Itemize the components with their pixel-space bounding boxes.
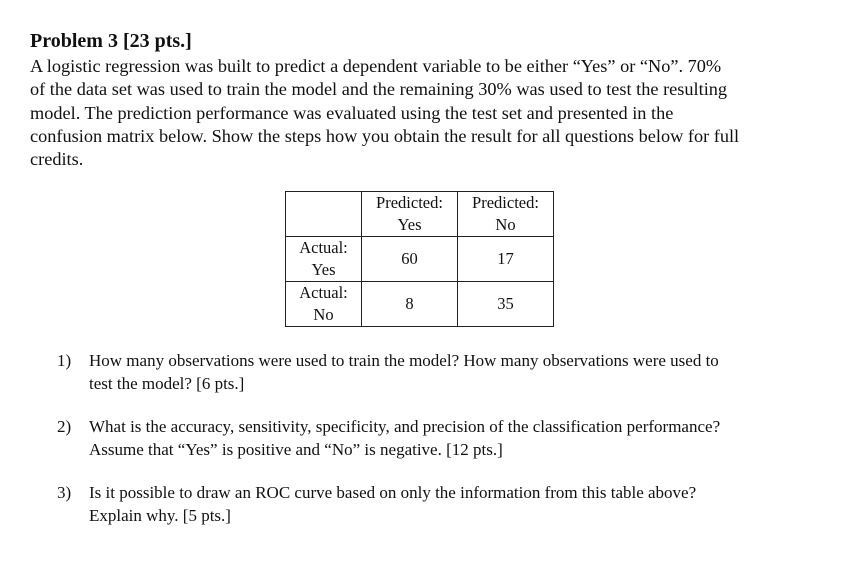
intro-line: of the data set was used to train the model and the remaining 30% was used to test the resulting <box>30 79 728 100</box>
empty-corner-cell <box>286 192 362 237</box>
question-text: Is it possible to draw an ROC curve based on only the information from this table above? Explain why. [5 pts.] <box>89 483 697 525</box>
table-header-row <box>286 192 554 237</box>
confusion-matrix-table <box>285 191 554 327</box>
cell-false-positive: 8 <box>362 282 458 327</box>
intro-line: model. The prediction performance was evaluated using the test set and presented in the <box>30 102 674 123</box>
header-predicted-no: Predicted: No <box>458 192 554 237</box>
table-row-actual-no <box>286 282 554 327</box>
question-number: 3) <box>57 483 72 502</box>
question-number: 1) <box>57 351 72 370</box>
cell-true-positive: 60 <box>362 237 458 282</box>
intro-line: confusion matrix below. Show the steps how you obtain the result for all questions below for full <box>30 125 740 146</box>
question-number: 2) <box>57 417 72 436</box>
question-text: How many observations were used to train the model? How many observations were used to test the model? [6 pts.] <box>89 351 719 393</box>
problem-heading: Problem 3 [23 pts.] <box>30 30 192 52</box>
intro-line: credits. <box>30 149 84 170</box>
question-text: What is the accuracy, sensitivity, specificity, and precision of the classification performance? Assume that “Yes” is positive and “No” is negative. [12 pts.] <box>89 417 721 459</box>
row-label-actual-yes: Actual: Yes <box>286 237 362 282</box>
intro-line: A logistic regression was built to predict a dependent variable to be either “Yes” or “No”. 70% <box>30 56 722 76</box>
header-predicted-yes: Predicted: Yes <box>362 192 458 237</box>
table-row-actual-yes <box>286 237 554 282</box>
problem-intro <box>30 55 830 171</box>
row-label-actual-no: Actual: No <box>286 282 362 327</box>
cell-false-negative: 17 <box>458 237 554 282</box>
cell-true-negative: 35 <box>458 282 554 327</box>
